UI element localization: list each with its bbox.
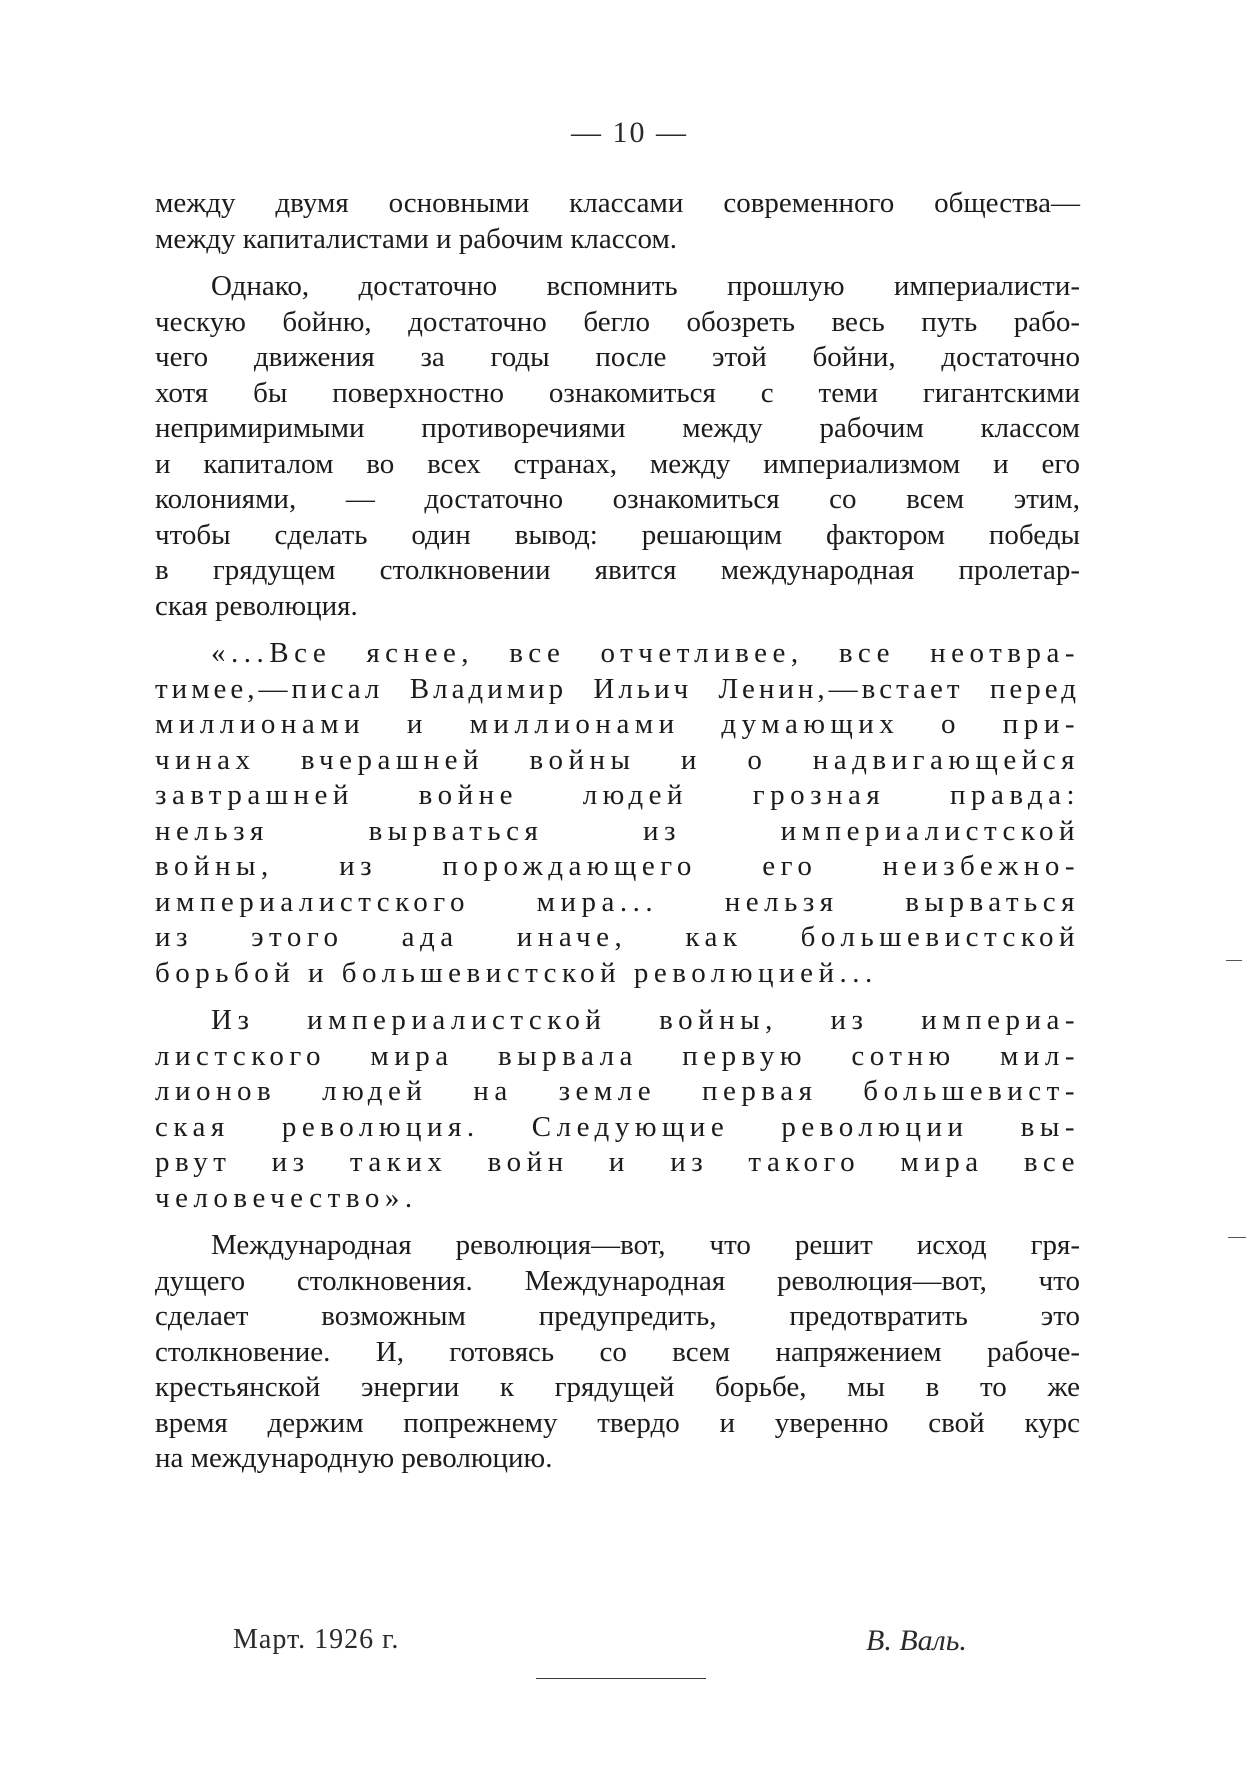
text-line: чтобы сделать один вывод: решающим фактором победы: [155, 518, 1080, 551]
text-line: Из империалистской войны, из империа-: [211, 1004, 1080, 1036]
text-line: империалистского мира... нельзя вырваться: [155, 885, 1080, 918]
text-line: войны, из порождающего его неизбежно-: [155, 850, 1080, 882]
text-line: миллионами и миллионами думающих о при-: [155, 708, 1080, 740]
text-line: нельзя вырваться из империалистской: [155, 814, 1080, 847]
body-text: [155, 186, 1080, 1489]
signature-block: [0, 1624, 1259, 1660]
text-line: дущего столкновения. Международная революция—вот, что: [155, 1264, 1080, 1297]
text-line: чинах вчерашней войны и о надвигающейся: [155, 743, 1080, 776]
quotation-paragraph-2: [155, 1003, 1080, 1216]
text-line: чего движения за годы после этой бойни, достаточно: [155, 341, 1080, 373]
paragraph-2: [155, 269, 1080, 624]
text-line: между капиталистами и рабочим классом.: [155, 222, 678, 255]
paragraph-1: [155, 186, 1080, 257]
text-line: и капиталом во всех странах, между империализмом и его: [155, 447, 1080, 480]
text-line: завтрашней войне людей грозная правда:: [155, 779, 1080, 811]
text-line: из этого ада иначе, как большевистской: [155, 921, 1080, 953]
text-line: ская революция.: [155, 589, 358, 622]
text-line: колониями, — достаточно ознакомиться со всем этим,: [155, 483, 1080, 515]
text-line: столкновение. И, готовясь со всем напряжением рабоче-: [155, 1335, 1080, 1368]
paragraph-5: [155, 1228, 1080, 1477]
quotation-paragraph-1: [155, 636, 1080, 991]
text-line: сделает возможным предупредить, предотвратить это: [155, 1300, 1080, 1332]
text-line: между двумя основными классами современного общества—: [155, 187, 1080, 219]
text-line: «...Все яснее, все отчетливее, все неотвра-: [211, 637, 1080, 669]
margin-mark: [1228, 1237, 1246, 1238]
margin-mark: [1226, 960, 1242, 961]
text-line: хотя бы поверхностно ознакомиться с теми гигантскими: [155, 376, 1080, 409]
text-line: человечество».: [155, 1181, 418, 1214]
signature-author: В. Валь.: [866, 1624, 967, 1657]
signature-date: Март. 1926 г.: [233, 1624, 400, 1655]
text-line: на международную революцию.: [155, 1442, 553, 1474]
text-line: ская революция. Следующие революции вы-: [155, 1110, 1080, 1143]
text-line: Однако, достаточно вспомнить прошлую империалисти-: [211, 270, 1080, 302]
text-line: тимее,—писал Владимир Ильич Ленин,—встает перед: [155, 672, 1080, 705]
text-line: крестьянской энергии к грядущей борьбе, мы в то же: [155, 1371, 1080, 1403]
text-line: ческую бойню, достаточно бегло обозреть весь путь рабо-: [155, 305, 1080, 338]
closing-rule: [536, 1678, 706, 1679]
page-number: — 10 —: [571, 116, 688, 149]
text-line: в грядущем столкновении явится международная пролетар-: [155, 554, 1080, 586]
text-line: рвут из таких войн и из такого мира все: [155, 1146, 1080, 1178]
text-line: лионов людей на земле первая большевист-: [155, 1075, 1080, 1107]
text-line: Международная революция—вот, что решит исход гря-: [211, 1229, 1080, 1261]
text-line: непримиримыми противоречиями между рабочим классом: [155, 412, 1080, 444]
text-line: борьбой и большевистской революцией...: [155, 956, 878, 989]
text-line: время держим попрежнему твердо и уверенно свой курс: [155, 1406, 1080, 1439]
text-line: листского мира вырвала первую сотню мил-: [155, 1039, 1080, 1072]
